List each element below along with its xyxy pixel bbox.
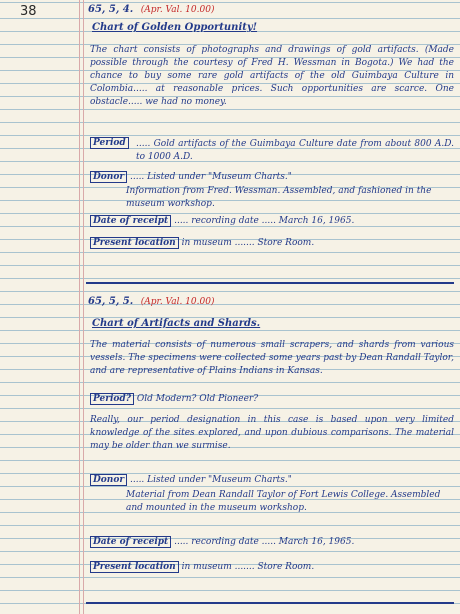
donor-value: ..... Listed under "Museum Charts." [129,475,292,485]
entry-separator [86,602,454,604]
entry-2 [86,0,456,614]
location-value: in museum ....... Store Room. [181,562,315,572]
period-value: ..... Gold artifacts of the Guimbaya Culture date from about 800 A.D. to 1000 A.D. [136,139,454,162]
receipt-line [90,537,454,547]
receipt-label: Date of receipt [90,215,171,227]
margin-line [79,0,80,614]
donor-detail: Material from Dean Randall Taylor of Fort Lewis College. Assembled and mounted in the museum workshop. [126,490,441,513]
entry-title: Chart of Golden Opportunity! [92,22,258,33]
period-line [90,394,454,404]
donor-value: ..... Listed under "Museum Charts." [129,172,292,182]
donor-line [90,475,454,485]
receipt-value: ..... recording date ..... March 16, 1965. [174,216,355,226]
period-note: Really, our period designation in this case is based upon very limited knowledge of the sites explored, and upon dubious comparisons. The material may be older than we surmise. [90,415,454,451]
donor-label: Donor [90,171,127,183]
receipt-value: ..... recording date ..... March 16, 1965. [174,537,355,547]
donor-label: Donor [90,474,127,486]
margin-line [83,0,84,614]
page-number: 38 [20,4,37,19]
location-line [90,562,454,572]
appraised-value: (Apr. Val. 10.00) [140,297,215,307]
entry-description: The chart consists of photographs and drawings of gold artifacts. (Made possible through the courtesy of Fred H. Wessman in Bogota.) We had the chance to buy some rare gold artifacts of the old Guimbaya Culture in Colombia..... at reasonable prices. Such opportunities are scarce. One obstacle..... we had no money. [90,45,454,107]
location-value: in museum ....... Store Room. [181,238,315,248]
period-label: Period [90,137,129,149]
receipt-label: Date of receipt [90,536,171,548]
location-label: Present location [90,561,179,573]
catalog-number: 65, 5, 5. [88,296,134,307]
donor-detail: Information from Fred. Wessman. Assembled, and fashioned in the museum workshop. [126,186,432,209]
appraised-value: (Apr. Val. 10.00) [140,5,215,15]
period-label: Period? [90,393,134,405]
entry-title: Chart of Artifacts and Shards. [92,318,261,329]
entry-description: The material consists of numerous small scrapers, and shards from various vessels. The specimens were collected some years past by Dean Randall Taylor, and are representative of Plains Indians in Kansas. [90,340,454,376]
entry-catalog-number [88,296,214,307]
location-label: Present location [90,237,179,249]
catalog-number: 65, 5, 4. [88,4,134,15]
period-value: Old Modern? Old Pioneer? [136,394,259,404]
